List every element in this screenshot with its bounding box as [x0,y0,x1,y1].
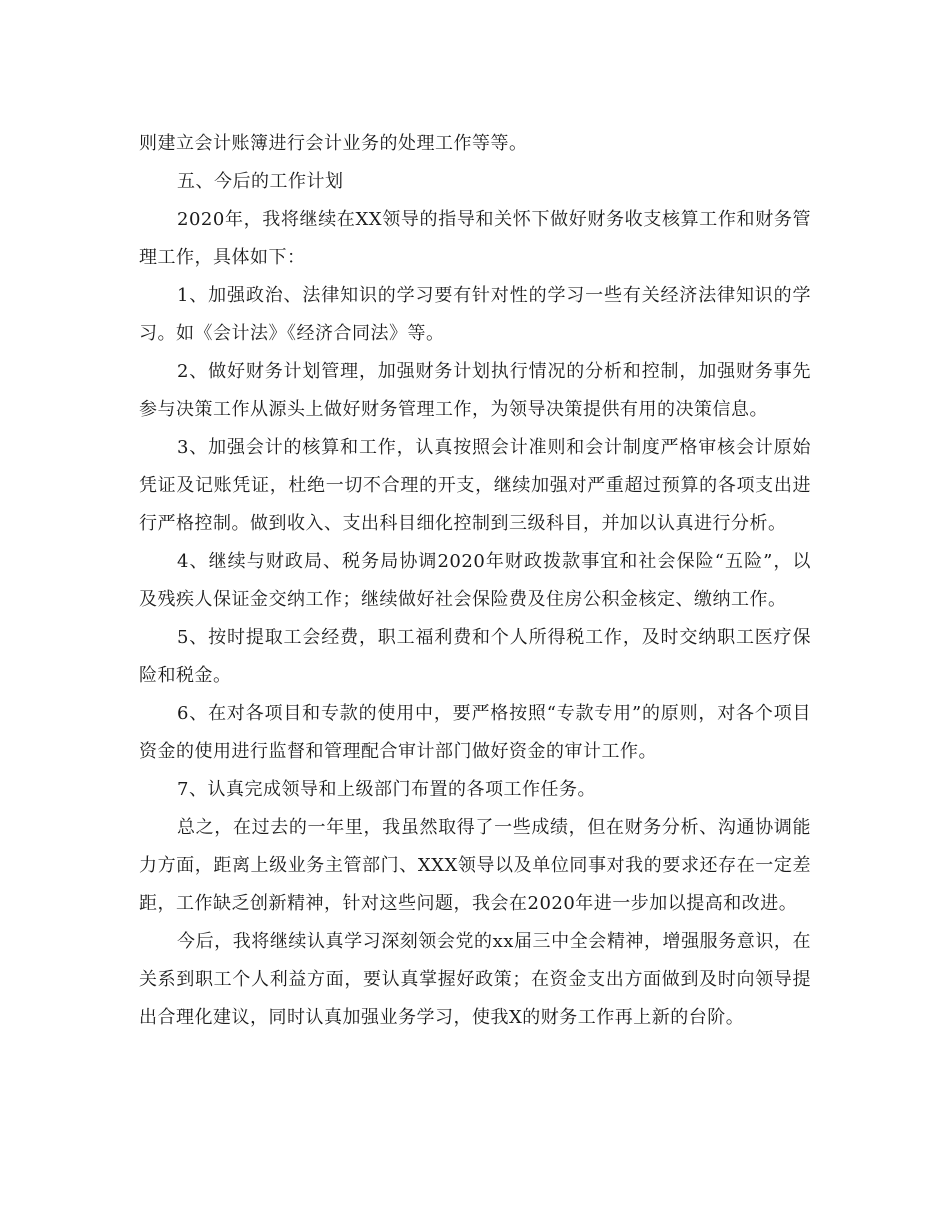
plan-item-3: 3、加强会计的核算和工作，认真按照会计准则和会计制度严格审核会计原始凭证及记账凭证，杜绝一切不合理的开支，继续加强对严重超过预算的各项支出进行严格控制。做到收入、支出科目细化控制到三级科目，并加以认真进行分析。 [139,437,811,534]
plan-item-2: 2、做好财务计划管理，加强财务计划执行情况的分析和控制，加强财务事先参与决策工作从源头上做好财务管理工作，为领导决策提供有用的决策信息。 [139,361,811,420]
plan-item-4: 4、继续与财政局、税务局协调2020年财政拨款事宜和社会保险“五险”，以及残疾人保证金交纳工作；继续做好社会保险费及住房公积金核定、缴纳工作。 [139,551,811,610]
paragraph-closing: 今后，我将继续认真学习深刻领会党的xx届三中全会精神，增强服务意识，在关系到职工个人利益方面，要认真掌握好政策；在资金支出方面做到及时向领导提出合理化建议，同时认真加强业务学习，使我X的财务工作再上新的台阶。 [139,931,811,1028]
plan-item-1: 1、加强政治、法律知识的学习要有针对性的学习一些有关经济法律知识的学习。如《会计法》《经济合同法》等。 [139,285,811,344]
paragraph-summary: 总之，在过去的一年里，我虽然取得了一些成绩，但在财务分析、沟通协调能力方面，距离上级业务主管部门、XXX领导以及单位同事对我的要求还存在一定差距，工作缺乏创新精神，针对这些问题，我会在2020年进一步加以提高和改进。 [139,817,811,914]
paragraph-plan-intro: 2020年，我将继续在XX领导的指导和关怀下做好财务收支核算工作和财务管理工作，具体如下： [139,209,811,268]
plan-item-5: 5、按时提取工会经费，职工福利费和个人所得税工作，及时交纳职工医疗保险和税金。 [139,627,811,686]
paragraph-continuation: 则建立会计账簿进行会计业务的处理工作等等。 [139,133,528,154]
document-body [139,125,811,1037]
plan-item-6: 6、在对各项目和专款的使用中，要严格按照“专款专用”的原则，对各个项目资金的使用进行监督和管理配合审计部门做好资金的审计工作。 [139,703,811,762]
plan-item-7: 7、认真完成领导和上级部门布置的各项工作任务。 [177,779,596,800]
section-heading-future-plan: 五、今后的工作计划 [177,171,344,192]
